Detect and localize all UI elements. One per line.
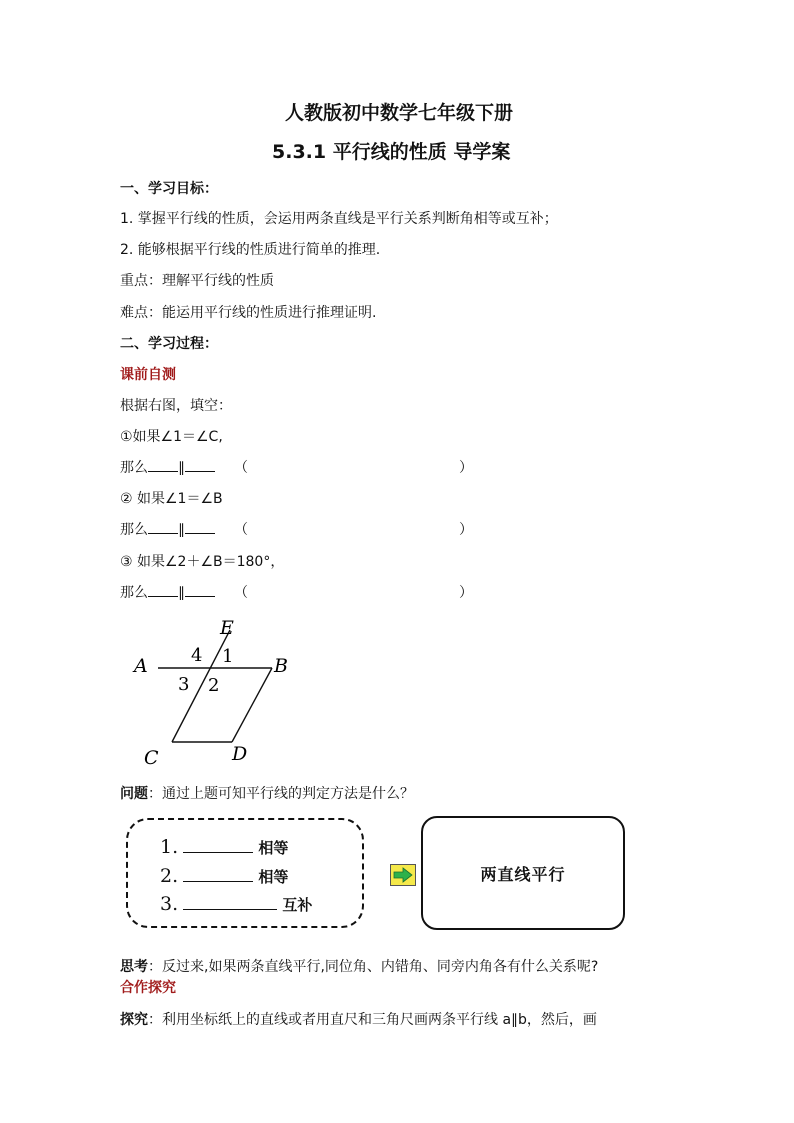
blank-field[interactable]	[148, 519, 178, 534]
blank-field[interactable]	[185, 457, 215, 472]
reason-close-paren: ）	[459, 585, 473, 601]
blank-field[interactable]	[183, 895, 277, 910]
lesson-subtitle: 5.3.1 平行线的性质 导学案	[272, 141, 511, 163]
reason-open-paren: （	[234, 522, 248, 538]
blank-field[interactable]	[148, 457, 178, 472]
goal-item: 2. 能够根据平行线的性质进行简单的推理.	[120, 242, 381, 258]
then-word: 那么	[120, 522, 148, 538]
point-label-d: D	[232, 743, 248, 765]
point-label-e: E	[220, 617, 234, 639]
method-number: 2.	[160, 865, 179, 887]
line-bd	[232, 668, 272, 742]
point-label-c: C	[144, 747, 159, 769]
reason-close-paren: ）	[459, 460, 473, 476]
section-heading-goals: 一、学习目标：	[120, 181, 218, 197]
think-text: ：反过来,如果两条直线平行,同位角、内错角、同旁内角各有什么关系呢?	[148, 959, 599, 975]
blank-field[interactable]	[185, 582, 215, 597]
method-word: 互补	[282, 896, 313, 914]
fill-line-2	[120, 519, 215, 539]
reason-open-paren: （	[234, 460, 248, 476]
explore-line	[120, 1009, 597, 1029]
instruction: 根据右图，填空：	[120, 398, 232, 414]
page-title: 人教版初中数学七年级下册	[285, 102, 514, 124]
method-row-3	[160, 893, 312, 915]
fill-line-1	[120, 457, 215, 477]
parallel-symbol: ∥	[178, 585, 185, 601]
explore-label: 探究	[120, 1012, 148, 1028]
point-label-b: B	[274, 655, 288, 677]
geometry-figure	[128, 612, 308, 772]
then-word: 那么	[120, 460, 148, 476]
key-point: 重点：理解平行线的性质	[120, 273, 274, 289]
fill-line-3	[120, 582, 215, 602]
angle-label-3: 3	[178, 674, 190, 695]
question-text: ：通过上题可知平行线的判定方法是什么？	[148, 786, 414, 802]
angle-label-2: 2	[208, 675, 220, 696]
blank-field[interactable]	[183, 867, 253, 882]
condition-2: ② 如果∠1＝∠B	[120, 491, 223, 507]
angle-label-4: 4	[191, 645, 203, 666]
pretest-label: 课前自测	[120, 367, 176, 383]
goal-item: 1. 掌握平行线的性质，会运用两条直线是平行关系判断角相等或互补；	[120, 211, 558, 227]
condition-1: ①如果∠1＝∠C,	[120, 429, 223, 445]
blank-field[interactable]	[185, 519, 215, 534]
then-word: 那么	[120, 585, 148, 601]
result-box	[421, 816, 625, 930]
method-word: 相等	[258, 868, 289, 886]
difficulty: 难点：能运用平行线的性质进行推理证明.	[120, 305, 377, 321]
think-line	[120, 956, 598, 976]
reason-open-paren: （	[234, 585, 248, 601]
method-number: 1.	[160, 836, 179, 858]
think-label: 思考	[120, 959, 148, 975]
parallel-symbol: ∥	[178, 460, 185, 476]
point-label-a: A	[134, 655, 148, 677]
right-arrow-icon	[390, 864, 416, 886]
reason-close-paren: ）	[459, 522, 473, 538]
parallel-symbol: ∥	[178, 522, 185, 538]
question-line	[120, 783, 414, 803]
result-text: 两直线平行	[480, 864, 566, 884]
method-word: 相等	[258, 839, 289, 857]
method-row-2	[160, 865, 288, 887]
coop-label: 合作探究	[120, 980, 176, 996]
question-label: 问题	[120, 786, 148, 802]
blank-field[interactable]	[148, 582, 178, 597]
explore-text: ：利用坐标纸上的直线或者用直尺和三角尺画两条平行线 a∥b，然后，画	[148, 1012, 597, 1028]
method-number: 3.	[160, 893, 179, 915]
section-heading-process: 二、学习过程：	[120, 336, 218, 352]
angle-label-1: 1	[222, 646, 234, 667]
condition-3: ③ 如果∠2＋∠B＝180°，	[120, 554, 285, 570]
method-row-1	[160, 836, 288, 858]
blank-field[interactable]	[183, 838, 253, 853]
